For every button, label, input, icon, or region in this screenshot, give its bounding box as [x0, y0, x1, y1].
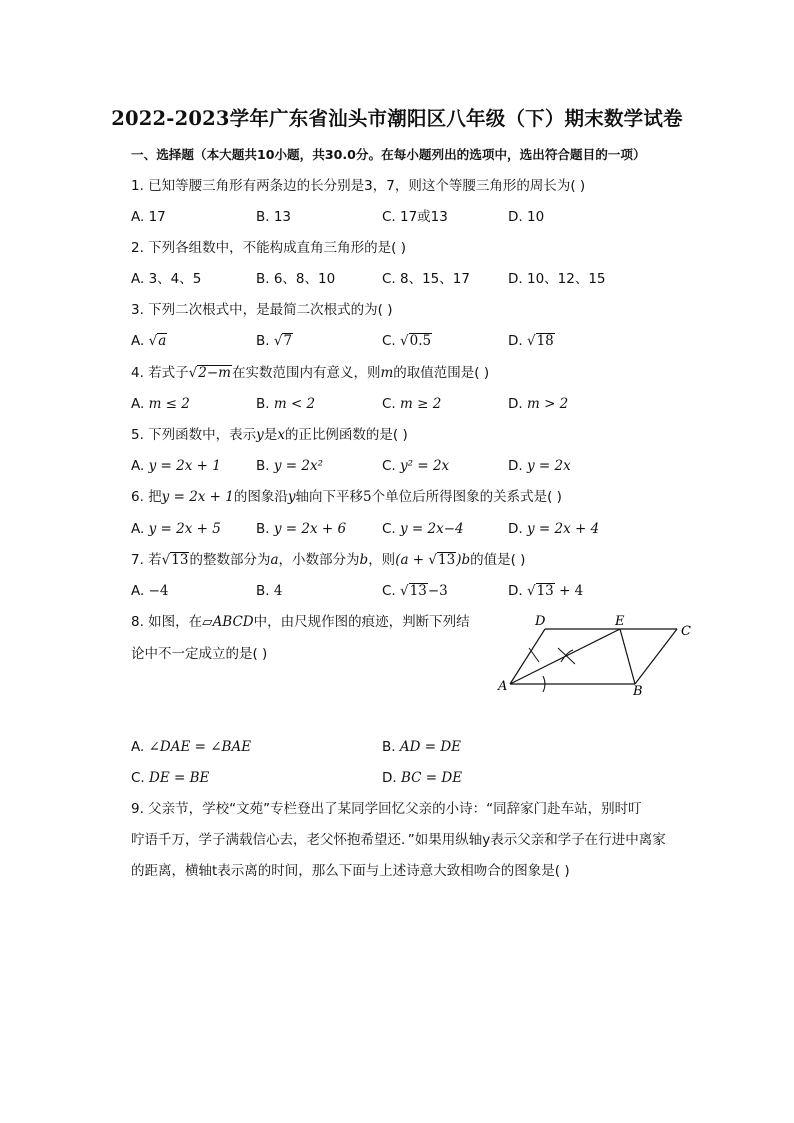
- q4-option-a: [131, 395, 190, 413]
- q7-option-d-letter: D.: [508, 583, 523, 599]
- q1-option-c: C. 17或13: [382, 209, 448, 225]
- q5-option-b: [256, 457, 323, 475]
- q2-option-d: D. 10、12、15: [508, 271, 606, 287]
- q8-option-b: [382, 738, 461, 756]
- question-8-stem-line2: 论中不一定成立的是( ): [131, 646, 268, 662]
- figure-label-c: C: [681, 624, 691, 639]
- parallelogram-figure: [495, 612, 705, 698]
- q8-option-b-letter: B.: [382, 739, 396, 755]
- figure-segment-eb: [620, 629, 635, 684]
- q7-stem-expr: (a +: [395, 552, 429, 568]
- q3-option-b-letter: B.: [256, 333, 270, 349]
- question-9-line2: 咛语千万，学子满载信心去，老父怀抱希望还．”如果用纵轴y表示父亲和学子在行进中离家: [131, 832, 666, 848]
- q8-option-d-letter: D.: [382, 770, 397, 786]
- q5-option-c: [382, 457, 449, 475]
- q8-option-b-expr: AD = DE: [399, 739, 462, 755]
- q1-option-d: D. 10: [508, 209, 545, 225]
- q2-option-b: B. 6、8、10: [256, 271, 336, 287]
- q3-option-a-radicand: a: [158, 333, 167, 349]
- question-8-stem: [131, 613, 470, 631]
- q3-option-d: D. √18: [508, 333, 554, 349]
- q5-option-d-expr: y = 2x: [526, 458, 571, 474]
- page-title: 2022-2023学年广东省汕头市潮阳区八年级（下）期末数学试卷: [111, 107, 683, 130]
- q4-option-c: [382, 395, 441, 413]
- q5-option-b-letter: B.: [256, 458, 270, 474]
- q6-stem-num: 5: [363, 489, 372, 505]
- q8-option-c-expr: DE = BE: [149, 770, 210, 786]
- q8-option-a-expr: ∠DAE = ∠BAE: [148, 739, 252, 755]
- q4-option-d: [508, 395, 568, 413]
- q6-option-b: [256, 520, 346, 538]
- q7-option-c: C. √13−3: [382, 583, 448, 599]
- q4-option-b-letter: B.: [256, 396, 270, 412]
- q7-option-c-expr: −3: [427, 583, 448, 599]
- q7-stem-radicand: 13: [171, 552, 189, 568]
- question-9-line3: 的距离，横轴t表示离的时间，那么下面与上述诗意大致相吻合的图象是( ): [131, 863, 570, 879]
- q7-option-a: [131, 582, 169, 600]
- question-6-stem: [131, 488, 562, 506]
- q4-stem-var: m: [380, 365, 394, 381]
- q5-option-d: [508, 457, 571, 475]
- q5-option-a-letter: A.: [131, 458, 145, 474]
- q7-stem-part: ，则: [368, 552, 396, 568]
- q7-option-c-letter: C.: [382, 583, 396, 599]
- q7-option-d-expr: + 4: [559, 583, 584, 599]
- q5-stem-var: y: [256, 427, 264, 443]
- q7-stem-part: ，小数部分为: [278, 552, 360, 568]
- q8-option-a: [131, 738, 251, 756]
- q7-stem-part: 的值是( ): [470, 552, 526, 568]
- q7-option-b-expr: 4: [273, 583, 283, 599]
- q7-stem-expr: )b: [456, 552, 471, 568]
- q5-option-c-letter: C.: [382, 458, 396, 474]
- q6-option-d: [508, 520, 599, 538]
- q6-option-d-expr: y = 2x + 4: [526, 521, 600, 537]
- q6-stem-expr: y = 2x + 1: [161, 489, 234, 505]
- q3-option-d-letter: D.: [508, 333, 523, 349]
- q4-option-d-expr: m > 2: [526, 396, 569, 412]
- q6-option-a: [131, 520, 221, 538]
- q1-option-a: A. 17: [131, 209, 166, 225]
- question-1-stem: 1. 已知等腰三角形有两条边的长分别是3，7，则这个等腰三角形的周长为( ): [131, 178, 586, 194]
- q7-stem-part: 的整数部分为: [189, 552, 271, 568]
- q7-option-c-radicand: 13: [409, 583, 427, 599]
- q3-option-c-radicand: 0.5: [409, 333, 432, 349]
- q5-option-d-letter: D.: [508, 458, 523, 474]
- q8-stem-var: ABCD: [212, 614, 254, 630]
- q5-option-a-expr: y = 2x + 1: [148, 458, 221, 474]
- q8-stem-part: 中，由尺规作图的痕迹，判断下列结: [253, 614, 470, 630]
- q3-option-b-radicand: 7: [283, 333, 293, 349]
- q7-option-d-radicand: 13: [536, 583, 554, 599]
- q4-option-d-letter: D.: [508, 396, 523, 412]
- q7-option-b-letter: B.: [256, 583, 270, 599]
- figure-edge-cb: [635, 629, 677, 684]
- section-heading: 一、选择题（本大题共10小题，共30.0分。在每小题列出的选项中，选出符合题目的一项）: [131, 147, 646, 162]
- q7-stem-var: b: [359, 552, 369, 568]
- q6-option-c-letter: C.: [382, 521, 396, 537]
- q4-stem-part: 在实数范围内有意义，则: [231, 365, 381, 381]
- q3-option-d-radicand: 18: [536, 333, 554, 349]
- q8-option-a-letter: A.: [131, 739, 145, 755]
- q4-option-c-letter: C.: [382, 396, 396, 412]
- q6-option-c-expr: y = 2x−4: [400, 521, 464, 537]
- q7-option-a-letter: A.: [131, 583, 145, 599]
- q8-option-d-expr: BC = DE: [400, 770, 463, 786]
- q7-stem-part: 7. 若: [131, 552, 162, 568]
- q6-stem-part: 6. 把: [131, 489, 162, 505]
- q4-option-a-expr: m ≤ 2: [148, 396, 190, 412]
- q6-stem-part: 轴向下平移: [295, 489, 364, 505]
- q8-option-d: [382, 769, 462, 787]
- question-3-stem: 3. 下列二次根式中，是最简二次根式的为( ): [131, 302, 393, 318]
- q5-option-b-expr: y = 2x²: [273, 458, 323, 474]
- q4-stem-radicand: 2−m: [198, 365, 231, 381]
- q6-option-b-expr: y = 2x + 6: [273, 521, 347, 537]
- q5-option-c-expr: y² = 2x: [400, 458, 450, 474]
- question-9-line1: 9. 父亲节，学校“文苑”专栏登出了某同学回忆父亲的小诗：“同辞家门赴车站，别时叮: [131, 801, 642, 817]
- q5-stem-part: 5. 下列函数中，表示: [131, 427, 257, 443]
- q7-stem-radicand-2: 13: [438, 552, 456, 568]
- q4-option-c-expr: m ≥ 2: [400, 396, 442, 412]
- q3-option-c: C. √0.5: [382, 333, 432, 349]
- q5-stem-var: x: [277, 427, 285, 443]
- q3-option-b: B. √7: [256, 333, 293, 349]
- q4-stem-part: 的取值范围是( ): [393, 365, 490, 381]
- question-4-stem: 4. 若式子√2−m在实数范围内有意义，则m的取值范围是( ): [131, 365, 490, 381]
- q3-option-a-letter: A.: [131, 333, 145, 349]
- figure-label-a: A: [498, 679, 508, 694]
- q7-option-d: D. √13 + 4: [508, 583, 584, 599]
- q4-option-b-expr: m < 2: [273, 396, 316, 412]
- q6-stem-var: y: [287, 489, 296, 505]
- q7-option-b: [256, 582, 282, 600]
- q1-option-b: B. 13: [256, 209, 292, 225]
- q7-option-a-expr: −4: [148, 583, 169, 599]
- q5-stem-part: 是: [263, 427, 278, 443]
- q6-option-b-letter: B.: [256, 521, 270, 537]
- q4-stem-part: 4. 若式子: [131, 365, 189, 381]
- figure-label-d: D: [535, 614, 546, 629]
- q6-option-a-expr: y = 2x + 5: [148, 521, 221, 537]
- q2-option-c: C. 8、15、17: [382, 271, 470, 287]
- q6-option-d-letter: D.: [508, 521, 523, 537]
- figure-label-b: B: [633, 684, 643, 698]
- q4-option-a-letter: A.: [131, 396, 145, 412]
- q8-option-c-letter: C.: [131, 770, 145, 786]
- q3-option-c-letter: C.: [382, 333, 396, 349]
- question-5-stem: [131, 426, 408, 444]
- q6-option-c: [382, 520, 464, 538]
- q3-option-a: A. √a: [131, 333, 167, 349]
- q7-stem-var: a: [270, 552, 279, 568]
- q4-option-b: [256, 395, 315, 413]
- question-7-stem: 7. 若√13的整数部分为a，小数部分为b，则(a + √13)b的值是( ): [131, 552, 526, 568]
- q6-stem-part: 个单位后所得图象的关系式是( ): [371, 489, 562, 505]
- q8-stem-part: 8. 如图，在▱: [131, 614, 213, 630]
- figure-label-e: E: [615, 614, 625, 629]
- q6-stem-part: 的图象沿: [233, 489, 288, 505]
- figure-arc-ad: [529, 648, 539, 662]
- q6-option-a-letter: A.: [131, 521, 145, 537]
- q5-stem-part: 的正比例函数的是( ): [284, 427, 408, 443]
- q8-option-c: [131, 769, 209, 787]
- q2-option-a: A. 3、4、5: [131, 271, 202, 287]
- question-2-stem: 2. 下列各组数中，不能构成直角三角形的是( ): [131, 240, 406, 256]
- q5-option-a: [131, 457, 221, 475]
